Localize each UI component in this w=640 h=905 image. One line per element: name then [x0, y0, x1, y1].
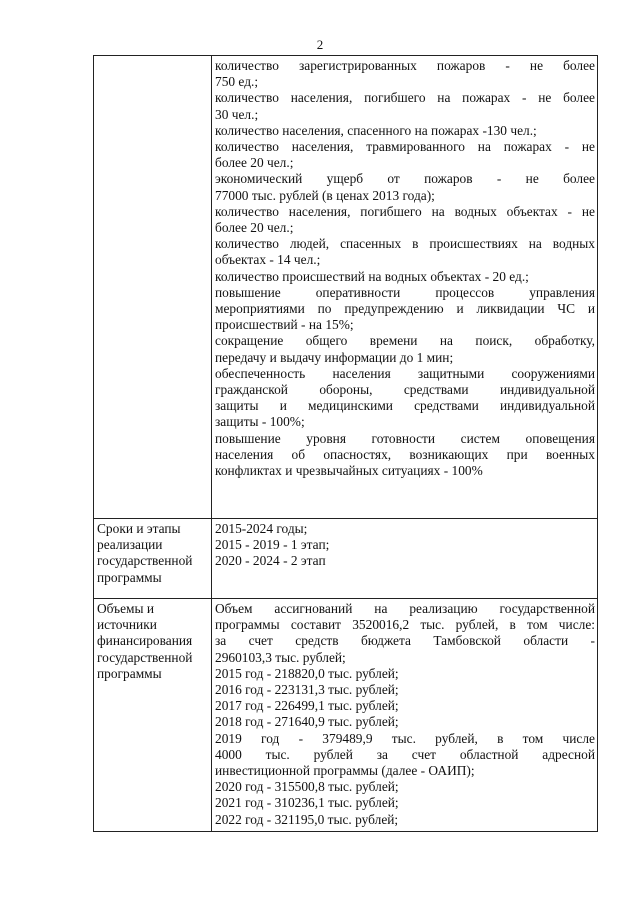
text-line: объектах - 14 чел.;	[215, 252, 321, 268]
text-line: Объем ассигнований на реализацию государственной	[215, 601, 595, 616]
text-line: 2021 год - 310236,1 тыс. рублей;	[215, 795, 399, 811]
table-row-indicators	[94, 56, 598, 519]
text-line: количество происшествий на водных объектах - 20 ед.;	[215, 268, 529, 284]
text-line: 2019 год - 379489,9 тыс. рублей, в том числе	[215, 730, 595, 746]
text-line: 77000 тыс. рублей (в ценах 2013 года);	[215, 187, 435, 203]
text-line: 2960103,3 тыс. рублей;	[215, 649, 346, 665]
text-line: 2015 - 2019 - 1 этап;	[215, 537, 330, 553]
text-line: 2016 год - 223131,3 тыс. рублей;	[215, 682, 399, 698]
content-cell-terms	[212, 519, 598, 599]
text-line: за счет средств бюджета Тамбовской области -	[215, 633, 595, 649]
text-line: повышение оперативности процессов управления	[215, 284, 595, 300]
text-line: количество населения, спасенного на пожарах -130 чел.;	[215, 122, 537, 138]
table-row-funding	[94, 599, 598, 832]
text-line: количество людей, спасенных в происшествиях на водных	[215, 236, 595, 252]
text-line: передачу и выдачу информации до 1 мин;	[215, 349, 454, 365]
text-line: 2022 год - 321195,0 тыс. рублей;	[215, 811, 399, 827]
text-line: 2018 год - 271640,9 тыс. рублей;	[215, 714, 399, 730]
table-row-terms	[94, 519, 598, 599]
text-line: сокращение общего времени на поиск, обработку,	[215, 333, 595, 349]
text-line: программы составит 3520016,2 тыс. рублей, в том числе:	[215, 617, 595, 633]
text-line: 2015 год - 218820,0 тыс. рублей;	[215, 665, 399, 681]
text-line: происшествий - на 15%;	[215, 317, 354, 333]
text-line: 30 чел.;	[215, 106, 259, 122]
text-line: экономический ущерб от пожаров - не более	[215, 171, 595, 187]
text-line: 2020 - 2024 - 2 этап	[215, 553, 326, 569]
text-line: защиты - 100%;	[215, 414, 305, 430]
text-line: обеспеченность населения защитными сооружениями	[215, 365, 595, 381]
text-line: количество населения, травмированного на пожарах - не	[215, 139, 595, 155]
text-line: более 20 чел.;	[215, 155, 294, 171]
page-number: 2	[316, 37, 324, 52]
text-line: защиты и медицинскими средствами индивидуальной	[215, 398, 595, 414]
text-line: 2015-2024 годы;	[215, 521, 308, 536]
content-cell-indicators	[212, 56, 598, 519]
text-line: повышение уровня готовности систем оповещения	[215, 430, 595, 446]
text-line: количество зарегистрированных пожаров - не более	[215, 58, 595, 73]
text-line: мероприятиями по предупреждению и ликвидации ЧС и	[215, 301, 595, 317]
text-line: 2017 год - 226499,1 тыс. рублей;	[215, 698, 399, 714]
text-line: количество населения, погибшего на водных объектах - не	[215, 203, 595, 219]
text-line: 2020 год - 315500,8 тыс. рублей;	[215, 779, 399, 795]
text-line: количество населения, погибшего на пожарах - не более	[215, 90, 595, 106]
label-cell-indicators	[94, 56, 212, 519]
text-line: 750 ед.;	[215, 74, 259, 90]
text-line: более 20 чел.;	[215, 220, 294, 236]
text-line: населения об опасностях, возникающих при военных	[215, 446, 595, 462]
text-line: 4000 тыс. рублей за счет областной адресной	[215, 746, 595, 762]
text-line: гражданской обороны, средствами индивидуальной	[215, 382, 595, 398]
text-line: конфликтах и чрезвычайных ситуациях - 100%	[215, 463, 483, 479]
label-cell-terms: Сроки и этапы реализации государственной программы	[94, 519, 212, 599]
text-line: инвестиционной программы (далее - ОАИП);	[215, 763, 475, 779]
program-passport-table	[93, 55, 598, 832]
label-cell-funding: Объемы и источники финансирования государственной программы	[94, 599, 212, 832]
content-cell-funding	[212, 599, 598, 832]
